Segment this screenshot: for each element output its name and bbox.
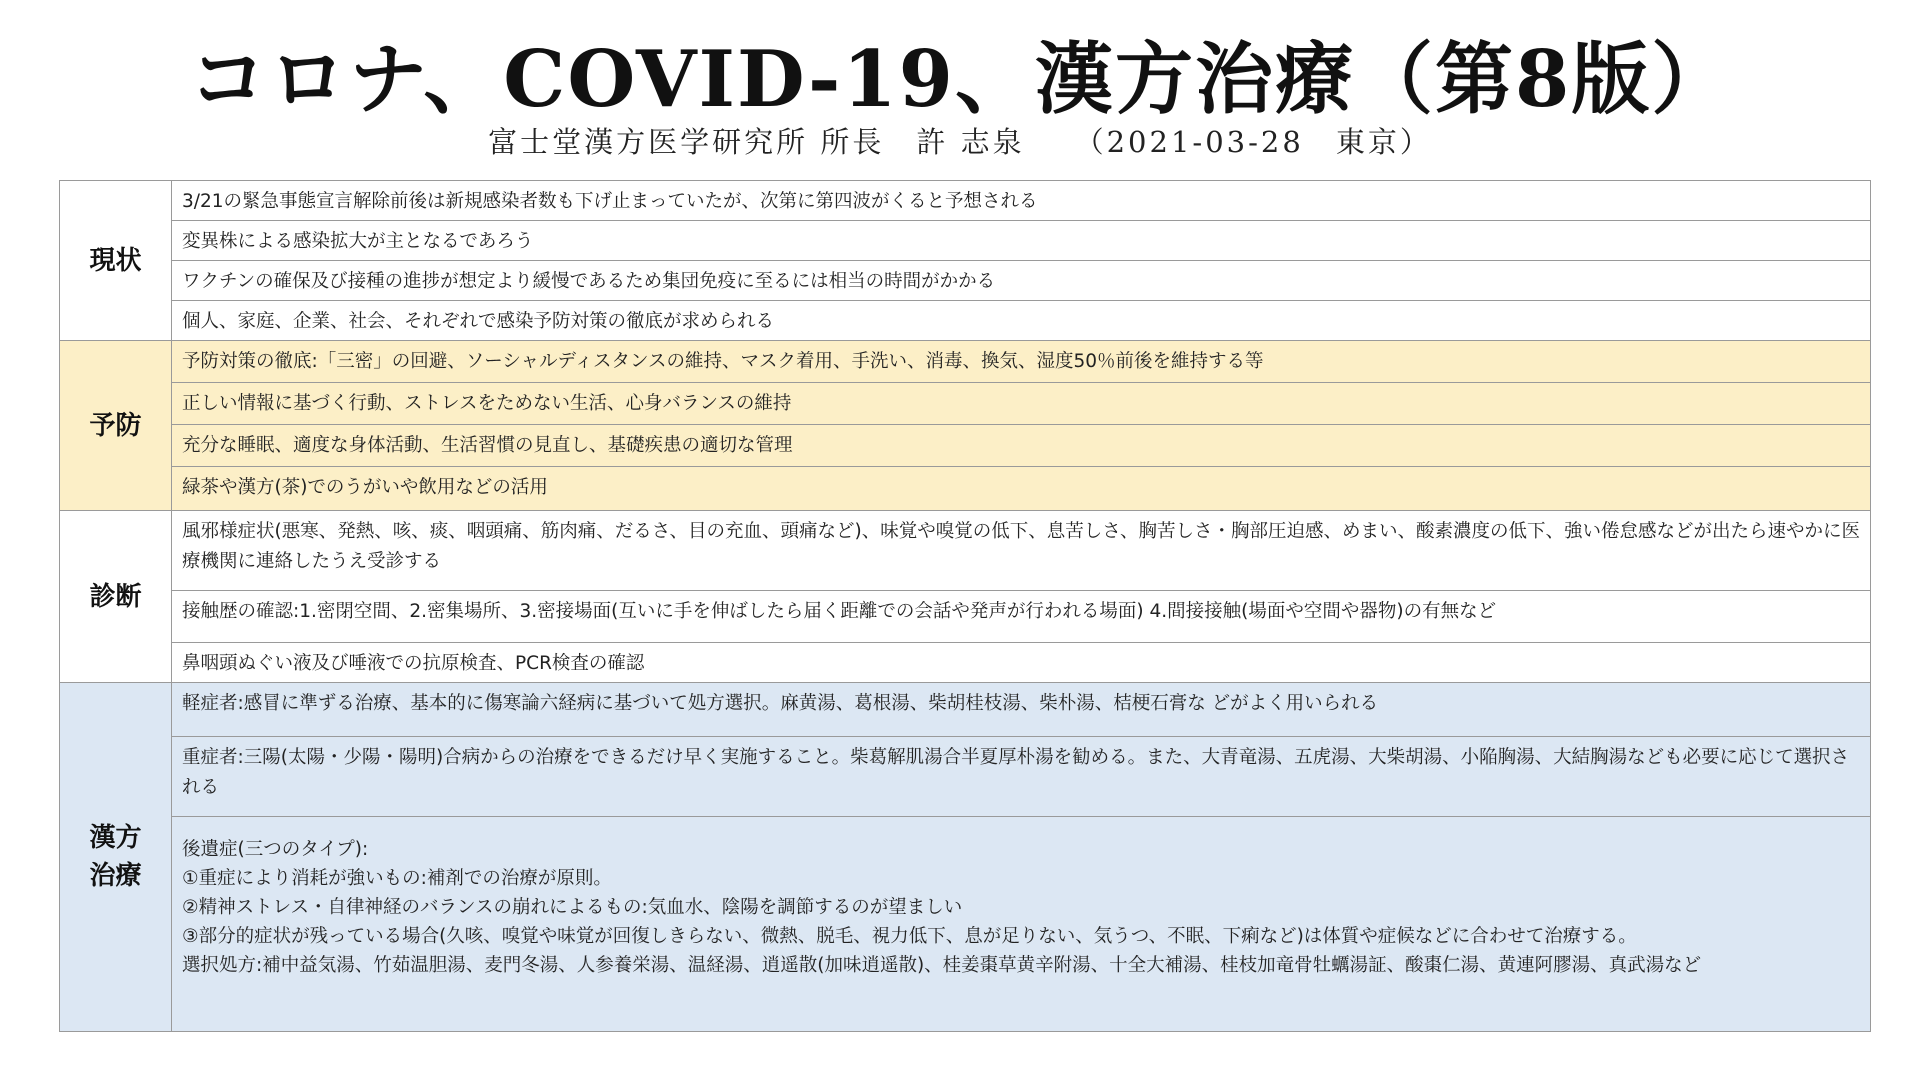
table-row: 接触歴の確認:1.密閉空間、2.密集場所、3.密接場面(互いに手を伸ばしたら届く距離での会話や発声が行われる場面) 4.間接接触(場面や空間や器物)の有無など — [172, 591, 1870, 643]
table-row: 緑茶や漢方(茶)でのうがいや飲用などの活用 — [182, 477, 548, 498]
table-row: ワクチンの確保及び接種の進捗が想定より緩慢であるため集団免疫に至るには相当の時間がかかる — [172, 261, 1870, 301]
section-label-diagnosis: 診断 — [60, 511, 172, 682]
table-row: 正しい情報に基づく行動、ストレスをためない生活、心身バランスの維持 — [172, 383, 1870, 425]
table-row: 変異株による感染拡大が主となるであろう — [172, 221, 1870, 261]
table-row: 充分な睡眠、適度な身体活動、生活習慣の見直し、基礎疾患の適切な管理 — [172, 425, 1870, 467]
section-label-line: 漢方 — [89, 823, 142, 853]
info-table — [59, 180, 1871, 1032]
section-prevention — [60, 341, 1870, 511]
section-kampo-treatment — [60, 683, 1870, 1031]
section-label-prevention: 予防 — [60, 341, 172, 510]
date-place: （2021-03-28 東京） — [1074, 125, 1432, 159]
table-row: 予防対策の徹底:「三密」の回避、ソーシャルディスタンスの維持、マスク着用、手洗い、消毒、換気、湿度50％前後を維持する等 — [172, 341, 1870, 383]
page-title: コロナ、COVID-19、漢方治療（第8版） — [188, 34, 1732, 125]
author-line: 富士堂漢方医学研究所 所長 許 志泉 — [488, 125, 1025, 159]
section-label-line: 治療 — [89, 861, 142, 891]
section-diagnosis — [60, 511, 1870, 683]
table-row: 重症者:三陽(太陽・少陽・陽明)合病からの治療をできるだけ早く実施すること。柴葛解肌湯合半夏厚朴湯を勧める。また、大青竜湯、五虎湯、大柴胡湯、小陥胸湯、大結胸湯なども必要に応じて選択される — [172, 737, 1870, 817]
table-row: 軽症者:感冒に準ずる治療、基本的に傷寒論六経病に基づいて処方選択。麻黄湯、葛根湯、柴胡桂枝湯、柴朴湯、桔梗石膏な どがよく用いられる — [172, 683, 1870, 737]
table-row: 後遺症(三つのタイプ): ①重症により消耗が強いもの:補剤での治療が原則。 ②精神ストレス・自律神経のバランスの崩れによるもの:気血水、陰陽を調節するのが望ましい ③部分的症状が残っている場合(久咳、嗅覚や味覚が回復しきらない、微熱、脱毛、視力低下、息が足りない、気うつ、不眠、下痢など)は体質や症候などに合わせて治療する。 選択処方:補中益気湯、竹茹温胆湯、麦門冬湯、人参養栄湯、温経湯、逍遥散(加味逍遥散)、桂姜棗草黄辛附湯、十全大補湯、桂枝加竜骨牡蠣湯証、酸棗仁湯、黄連阿膠湯、真武湯など — [182, 839, 1702, 976]
table-row: 3/21の緊急事態宣言解除前後は新規感染者数も下げ止まっていたが、次第に第四波がくると予想される — [172, 181, 1870, 221]
section-label-current-status: 現状 — [60, 181, 172, 340]
table-row: 個人、家庭、企業、社会、それぞれで感染予防対策の徹底が求められる — [182, 311, 775, 332]
table-row: 鼻咽頭ぬぐい液及び唾液での抗原検査、PCR検査の確認 — [182, 653, 645, 674]
section-label-kampo-treatment — [60, 683, 172, 1031]
table-row: 風邪様症状(悪寒、発熱、咳、痰、咽頭痛、筋肉痛、だるさ、目の充血、頭痛など)、味覚や嗅覚の低下、息苦しさ、胸苦しさ・胸部圧迫感、めまい、酸素濃度の低下、強い倦怠感などが出たら速やかに医療機関に連絡したうえ受診する — [172, 511, 1870, 591]
section-current-status — [60, 181, 1870, 341]
page-subtitle — [0, 124, 1920, 160]
